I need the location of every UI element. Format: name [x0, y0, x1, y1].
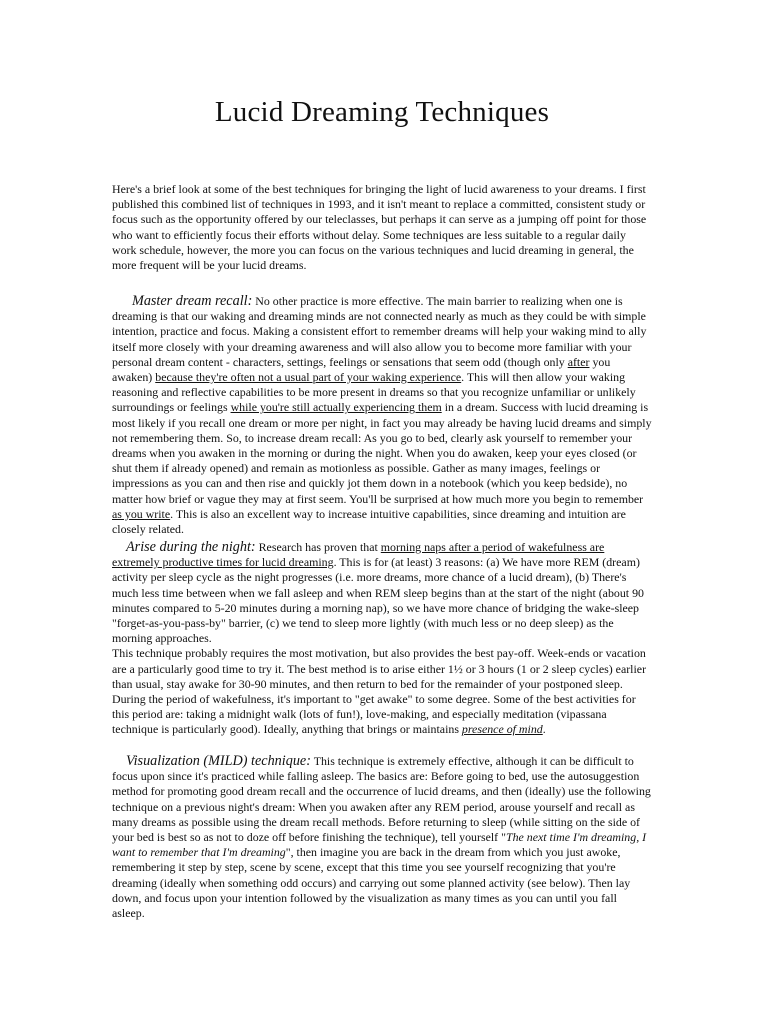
section-paragraph: Arise during the night: Research has proven that morning naps after a period of wakefulness are extremely productive times for lucid dreaming. This is for (at least) 3 reasons: (a) We have more REM (dream) activity per sleep cycle as the night progresses (i.e. more dreams, more chance of a lucid dream), (b) There's much less time between when we fall asleep and when REM sleep begins than at the start of the night (about 90 minutes compared to 5-20 minutes during a morning nap), so we have more chance of bridging the wake-sleep "forget-as-you-pass-by" barrier, (c) we tend to sleep more lightly (with much less or no deep sleep) as the morning approaches.: [112, 539, 644, 646]
underlined-text: because they're often not a usual part of your waking experience: [155, 370, 462, 385]
section-heading: Arise during the night:: [126, 539, 256, 555]
section-visualization-mild: Visualization (MILD) technique: This technique is extremely effective, although it can be difficult to focus upon since it's practiced while falling asleep. The basics are: Before going to bed, use the autosuggestion method for promoting good dream recall and the occurrence of lucid dreams, and then (ideally) use the following technique on a previous night's dream: When you awaken after any REM period, arouse yourself and recall as many dreams as possible using the dream recall methods. Before returning to sleep (while sitting on the side of your bed is best so as not to doze off before finishing the technique), tell yourself "The next time I'm dreaming, I want to remember that I'm dreaming", then imagine you are back in the dream from which you just awoke, remembering it step by step, scene by scene, except that this time you see yourself recognizing that you're dreaming (ideally when something odd occurs) and carrying out some planned activity (see below). Then lay down, and focus upon your intention followed by the visualization as many times as you can until you fall asleep.: [112, 753, 651, 921]
section-arise-during-night: [112, 540, 652, 738]
underlined-text: morning naps after a period of wakefulness are extremely productive times for lucid dreaming: [112, 540, 605, 570]
underlined-text: while you're still actually experiencing them: [230, 400, 442, 415]
section-heading: Master dream recall:: [132, 293, 253, 309]
section-paragraph: This technique probably requires the most motivation, but also provides the best pay-off. Week-ends or vacation are a particularly good time to try it. The best method is to arise either 1½ or 3 hours (1 or 2 sleep cycles) earlier than usual, stay awake for 30-90 minutes, and then return to bed for the remainder of your postponed sleep. During the period of wakefulness, it's important to "get awake" to some degree. Some of the best activities for this period are: taking a midnight walk (lots of fun!), love-making, and especially meditation (vipassana technique is particularly good). Ideally, anything that brings or maintains presence of mind.: [112, 646, 647, 737]
underlined-text: as you write: [112, 506, 171, 521]
underlined-text: after: [567, 354, 590, 369]
intro-paragraph: Here's a brief look at some of the best techniques for bringing the light of lucid awareness to your dreams. I first published this combined list of techniques in 1993, and it isn't meant to replace a committed, consistent study or focus such as the opportunity offered by our teleclasses, but perhaps it can serve as a jumping off point for those who want to efficiently focus their efforts without delay. Some techniques are less suitable to a regular daily work schedule, however, the more you can focus on the various techniques and lucid dreaming in general, the more frequent will be your lucid dreams.: [112, 182, 647, 273]
page-title: Lucid Dreaming Techniques: [214, 96, 550, 128]
section-master-dream-recall: Master dream recall: No other practice is more effective. The main barrier to realizing when one is dreaming is that our waking and dreaming minds are not connected nearly as much as they could be with simple intention, practice and focus. Making a consistent effort to remember dreams will help your waking mind to ally itself more closely with your dreaming awareness and will also allow you to become more familiar with your personal dream content - characters, settings, feelings or sensations that seem odd (though only after you awaken) because they're often not a usual part of your waking experience. This will then allow your waking reasoning and reflective capabilities to be more present in dreams so that you recognize unfamiliar or unlikely surroundings or feelings while you're still actually experiencing them in a dream. Success with lucid dreaming is most likely if you recall one dream or more per night, in fact you may already be having lucid dreams and simply not remembering them. So, to increase dream recall: As you go to bed, clearly ask yourself to remember your dreams when you awaken in the morning or during the night. When you do awaken, keep your eyes closed (or shut them if already opened) and remain as motionless as possible. Gather as many images, feelings or impressions as you can and then rise and quickly jot them down in a notebook (which you keep bedside), no matter how brief or vague they may at first seem. You'll be surprised at how much more you begin to remember as you write. This is also an excellent way to increase intuitive capabilities, since dreaming and intuition are closely related.: [112, 293, 652, 537]
italic-quote: The next time I'm dreaming, I want to remember that I'm dreaming: [112, 830, 647, 860]
underlined-text: presence of mind: [461, 722, 543, 737]
section-heading: Visualization (MILD) technique:: [126, 753, 311, 769]
